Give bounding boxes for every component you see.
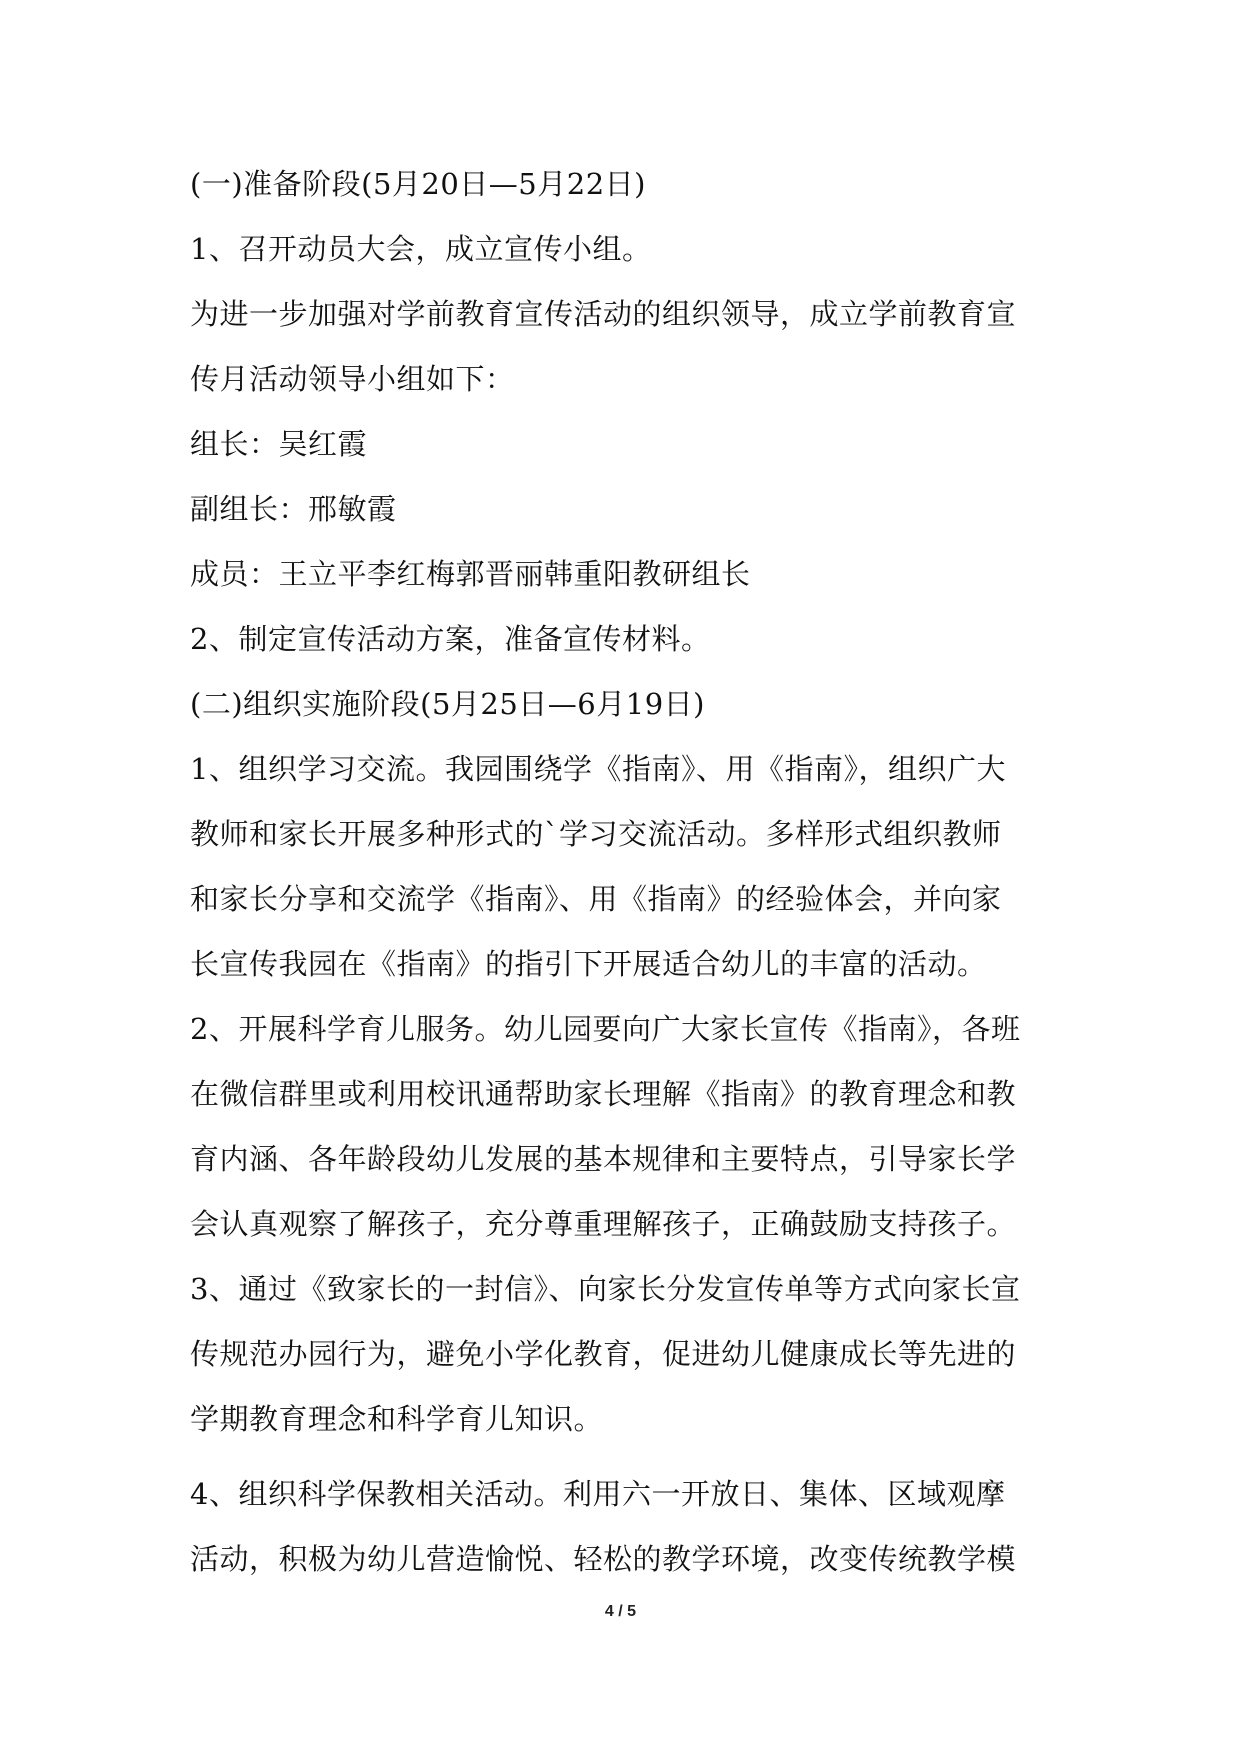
paragraph-line: 教师和家长开展多种形式的`学习交流活动。多样形式组织教师 — [190, 817, 1002, 851]
paragraph-line: 活动，积极为幼儿营造愉悦、轻松的教学环境，改变传统教学模 — [190, 1542, 1017, 1576]
section-heading-preparation: (一)准备阶段(5月20日—5月22日) — [190, 167, 646, 201]
members-line: 成员：王立平李红梅郭晋丽韩重阳教研组长 — [190, 557, 751, 591]
paragraph-line: 传规范办园行为，避免小学化教育，促进幼儿健康成长等先进的 — [190, 1337, 1017, 1371]
page-number: 4 / 5 — [604, 1603, 637, 1620]
paragraph-line: 为进一步加强对学前教育宣传活动的组织领导，成立学前教育宣 — [190, 297, 1017, 331]
leader-line: 组长：吴红霞 — [190, 427, 368, 461]
paragraph-line: 2、开展科学育儿服务。幼儿园要向广大家长宣传《指南》，各班 — [190, 1012, 1021, 1046]
section-heading-implementation: (二)组织实施阶段(5月25日—6月19日) — [190, 687, 705, 721]
paragraph-line: 长宣传我园在《指南》的指引下开展适合幼儿的丰富的活动。 — [190, 947, 987, 981]
paragraph-line: 传月活动领导小组如下： — [190, 362, 515, 396]
paragraph-line: 3、通过《致家长的一封信》、向家长分发宣传单等方式向家长宣 — [190, 1272, 1021, 1306]
paragraph-line: 1、召开动员大会，成立宣传小组。 — [190, 232, 652, 266]
paragraph-line: 学期教育理念和科学育儿知识。 — [190, 1402, 604, 1436]
paragraph-line: 和家长分享和交流学《指南》、用《指南》的经验体会，并向家 — [190, 882, 1002, 916]
deputy-leader-line: 副组长：邢敏霞 — [190, 492, 397, 526]
paragraph-line: 2、制定宣传活动方案，准备宣传材料。 — [190, 622, 711, 656]
paragraph-line: 4、组织科学保教相关活动。利用六一开放日、集体、区域观摩 — [190, 1477, 1006, 1511]
paragraph-line: 在微信群里或利用校讯通帮助家长理解《指南》的教育理念和教 — [190, 1077, 1017, 1111]
document-body — [190, 152, 1070, 1592]
paragraph-line: 会认真观察了解孩子，充分尊重理解孩子，正确鼓励支持孩子。 — [190, 1207, 1017, 1241]
paragraph-line: 育内涵、各年龄段幼儿发展的基本规律和主要特点，引导家长学 — [190, 1142, 1017, 1176]
paragraph-line: 1、组织学习交流。我园围绕学《指南》、用《指南》，组织广大 — [190, 752, 1006, 786]
paragraph-spacer — [190, 1452, 1070, 1462]
